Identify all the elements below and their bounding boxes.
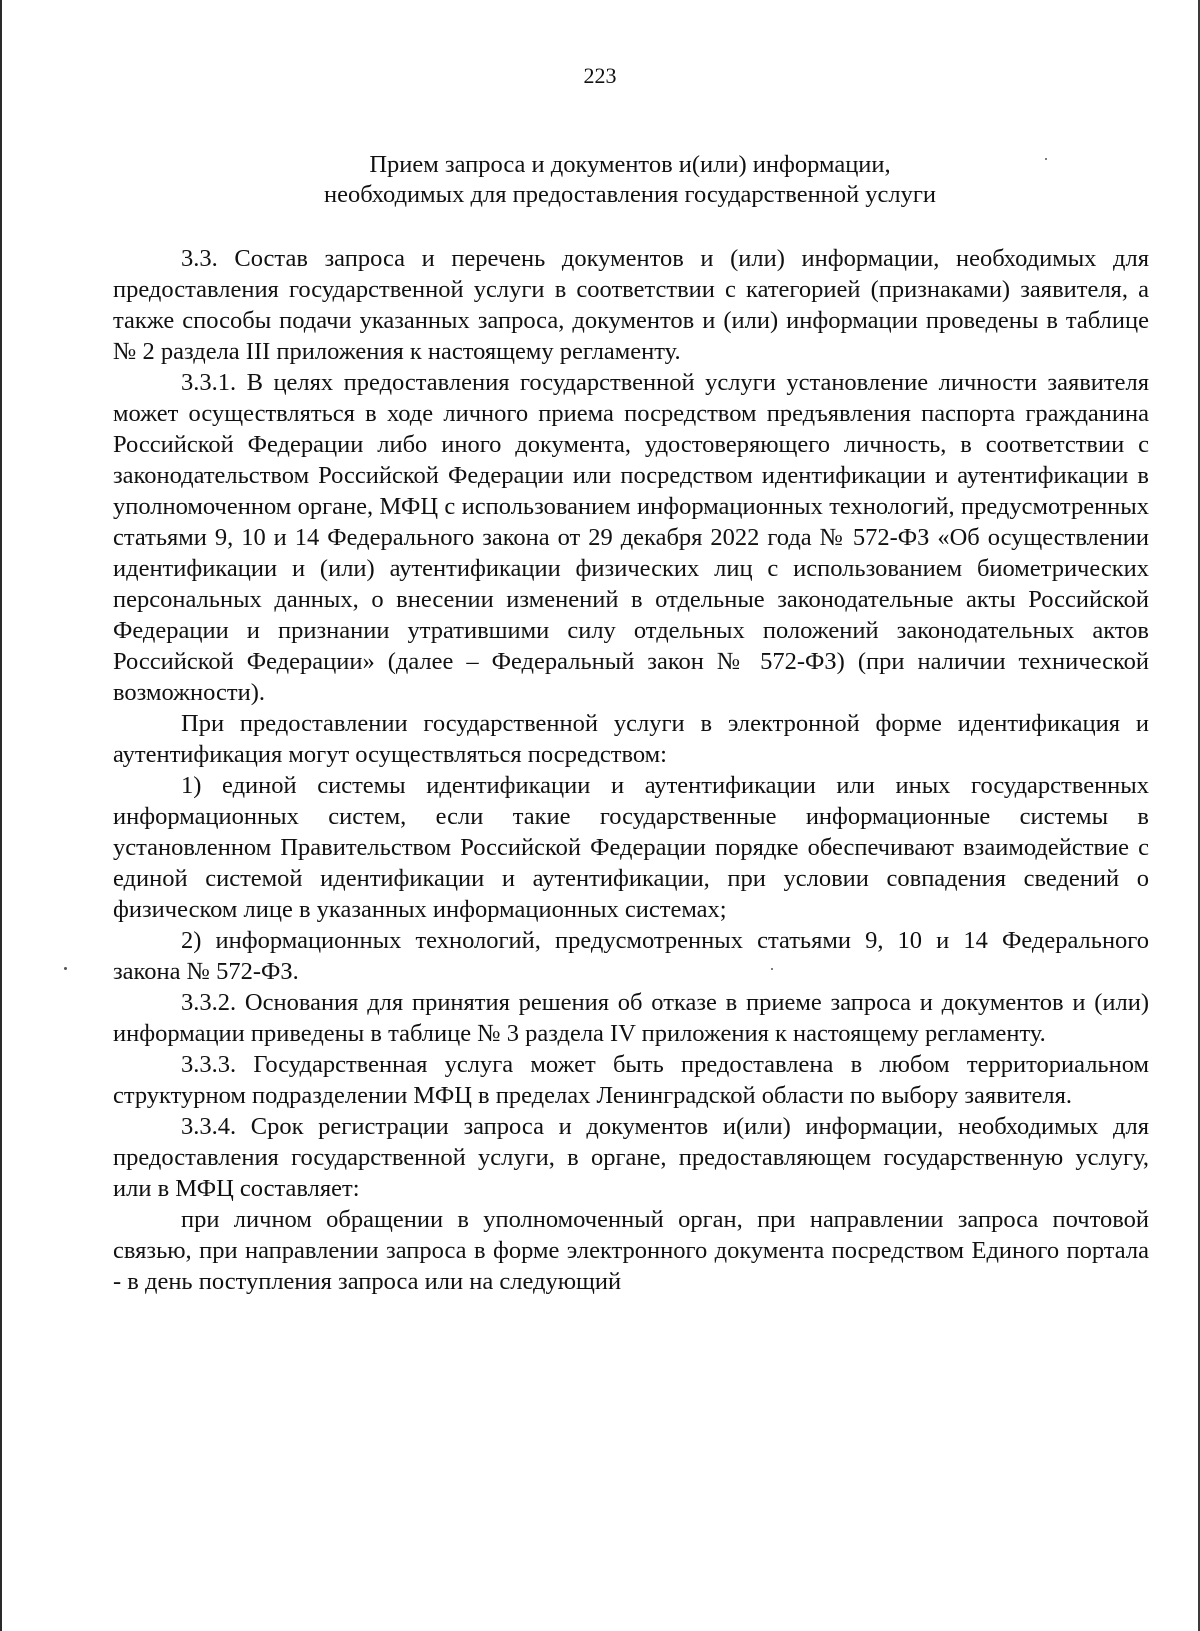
body-text xyxy=(113,243,1149,1297)
scan-speck xyxy=(64,967,67,970)
page-number: 223 xyxy=(583,63,617,88)
paragraph-3-3-1: 3.3.1. В целях предоставления государственной услуги установление личности заявителя может осуществляться в ходе личного приема посредством предъявления паспорта гражданина Российской Федерации либо иного документа, удостоверяющего личность, в соответствии с законодательством Российской Федерации или посредством идентификации и аутентификации в уполномоченном органе, МФЦ с использованием информационных технологий, предусмотренных статьями 9, 10 и 14 Федерального закона от 29 декабря 2022 года № 572-ФЗ «Об осуществлении идентификации и (или) аутентификации физических лиц с использованием биометрических персональных данных, о внесении изменений в отдельные законодательные акты Российской Федерации и признании утратившими силу отдельных положений законодательных актов Российской Федерации» (далее – Федеральный закон № 572-ФЗ) (при наличии технической возможности). xyxy=(113,369,1149,706)
paragraph-personal-request: при личном обращении в уполномоченный орган, при направлении запроса почтовой связью, при направлении запроса в форме электронного документа посредством Единого портала - в день поступления запроса или на следующий xyxy=(113,1206,1149,1295)
scan-speck xyxy=(771,968,773,970)
section-title xyxy=(140,150,1120,210)
paragraph-3-3: 3.3. Состав запроса и перечень документов и (или) информации, необходимых для предоставления государственной услуги в соответствии с категорией (признаками) заявителя, а также способы подачи указанных запроса, документов и (или) информации проведены в таблице № 2 раздела III приложения к настоящему регламенту. xyxy=(113,245,1149,365)
list-item-1: 1) единой системы идентификации и аутентификации или иных государственных информационных систем, если такие государственные информационные системы в установленном Правительством Российской Федерации порядке обеспечивают взаимодействие с единой системой идентификации и аутентификации, при условии совпадения сведений о физическом лице в указанных информационных системах; xyxy=(113,772,1149,923)
section-title-line-1: Прием запроса и документов и(или) информации, xyxy=(369,151,891,178)
paragraph-electronic-identification: При предоставлении государственной услуги в электронной форме идентификация и аутентификация могут осуществляться посредством: xyxy=(113,710,1149,768)
section-title-line-2: необходимых для предоставления государственной услуги xyxy=(323,181,937,208)
paragraph-3-3-2: 3.3.2. Основания для принятия решения об отказе в приеме запроса и документов и (или) информации приведены в таблице № 3 раздела IV приложения к настоящему регламенту. xyxy=(113,989,1149,1047)
scan-edge-left xyxy=(0,0,2,1631)
list-item-2: 2) информационных технологий, предусмотренных статьями 9, 10 и 14 Федерального закона № 572-ФЗ. xyxy=(113,927,1149,985)
paragraph-3-3-4: 3.3.4. Срок регистрации запроса и документов и(или) информации, необходимых для предоставления государственной услуги, в органе, предоставляющем государственную услугу, или в МФЦ составляет: xyxy=(113,1113,1149,1202)
paragraph-3-3-3: 3.3.3. Государственная услуга может быть предоставлена в любом территориальном структурном подразделении МФЦ в пределах Ленинградской области по выбору заявителя. xyxy=(113,1051,1149,1109)
scan-speck xyxy=(1045,158,1047,160)
